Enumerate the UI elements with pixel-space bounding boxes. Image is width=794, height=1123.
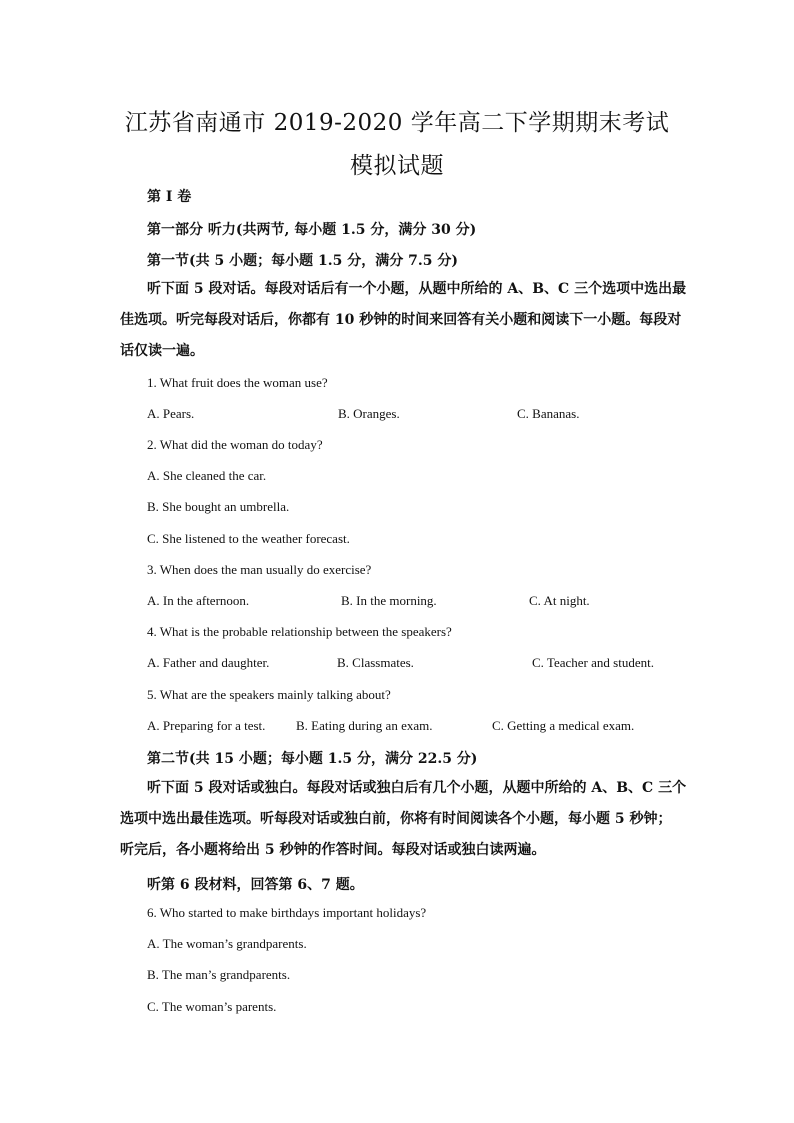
option-c: C. Teacher and student. (532, 655, 654, 670)
option-b: B. Classmates. (337, 655, 414, 670)
option-c: C. Bananas. (517, 406, 580, 421)
question-6: 6. Who started to make birthdays important holidays? (147, 905, 427, 920)
option-a: A. Preparing for a test. (147, 718, 266, 733)
instruction-line: 听下面 5 段对话或独白。每段对话或独白后有几个小题，从题中所给的 A、B、C 三个 (147, 780, 687, 796)
volume-label: 第 I 卷 (147, 189, 192, 205)
option-a: A. She cleaned the car. (147, 468, 267, 483)
option-b: B. Eating during an exam. (296, 718, 433, 733)
option-c: C. The woman’s parents. (147, 999, 277, 1014)
question-5: 5. What are the speakers mainly talking about? (147, 687, 391, 702)
option-c: C. Getting a medical exam. (492, 718, 635, 733)
option-a: A. The woman’s grandparents. (147, 936, 307, 951)
question-1: 1. What fruit does the woman use? (147, 375, 328, 390)
question-3: 3. When does the man usually do exercise? (147, 562, 372, 577)
instruction-line: 话仅读一遍。 (120, 343, 204, 359)
option-a: A. In the afternoon. (147, 593, 250, 608)
section2-heading: 第二节(共 15 小题；每小题 1.5 分，满分 22.5 分) (147, 751, 478, 767)
option-c: C. She listened to the weather forecast. (147, 531, 350, 546)
option-b: B. Oranges. (338, 406, 400, 421)
option-b: B. The man’s grandparents. (147, 967, 291, 982)
option-a: A. Father and daughter. (147, 655, 270, 670)
instruction-line: 听下面 5 段对话。每段对话后有一个小题，从题中所给的 A、B、C 三个选项中选出最 (147, 281, 687, 297)
section1-heading: 第一节(共 5 小题；每小题 1.5 分，满分 7.5 分) (147, 253, 458, 269)
part1-heading: 第一部分 听力(共两节, 每小题 1.5 分，满分 30 分) (147, 222, 477, 238)
question-2: 2. What did the woman do today? (147, 437, 323, 452)
option-a: A. Pears. (147, 406, 195, 421)
material-heading: 听第 6 段材料，回答第 6、7 题。 (147, 877, 364, 893)
question-4: 4. What is the probable relationship between the speakers? (147, 624, 452, 639)
option-c: C. At night. (529, 593, 590, 608)
option-b: B. She bought an umbrella. (147, 499, 290, 514)
instruction-line: 听完后，各小题将给出 5 秒钟的作答时间。每段对话或独白读两遍。 (120, 842, 546, 858)
doc-subtitle: 模拟试题 (350, 153, 444, 179)
instruction-line: 选项中选出最佳选项。听每段对话或独白前，你将有时间阅读各个小题，每小题 5 秒钟； (120, 811, 672, 827)
option-b: B. In the morning. (341, 593, 437, 608)
instruction-line: 佳选项。听完每段对话后，你都有 10 秒钟的时间来回答有关小题和阅读下一小题。每段对 (120, 312, 682, 328)
doc-title: 江苏省南通市 2019-2020 学年高二下学期期末考试 (124, 110, 670, 136)
